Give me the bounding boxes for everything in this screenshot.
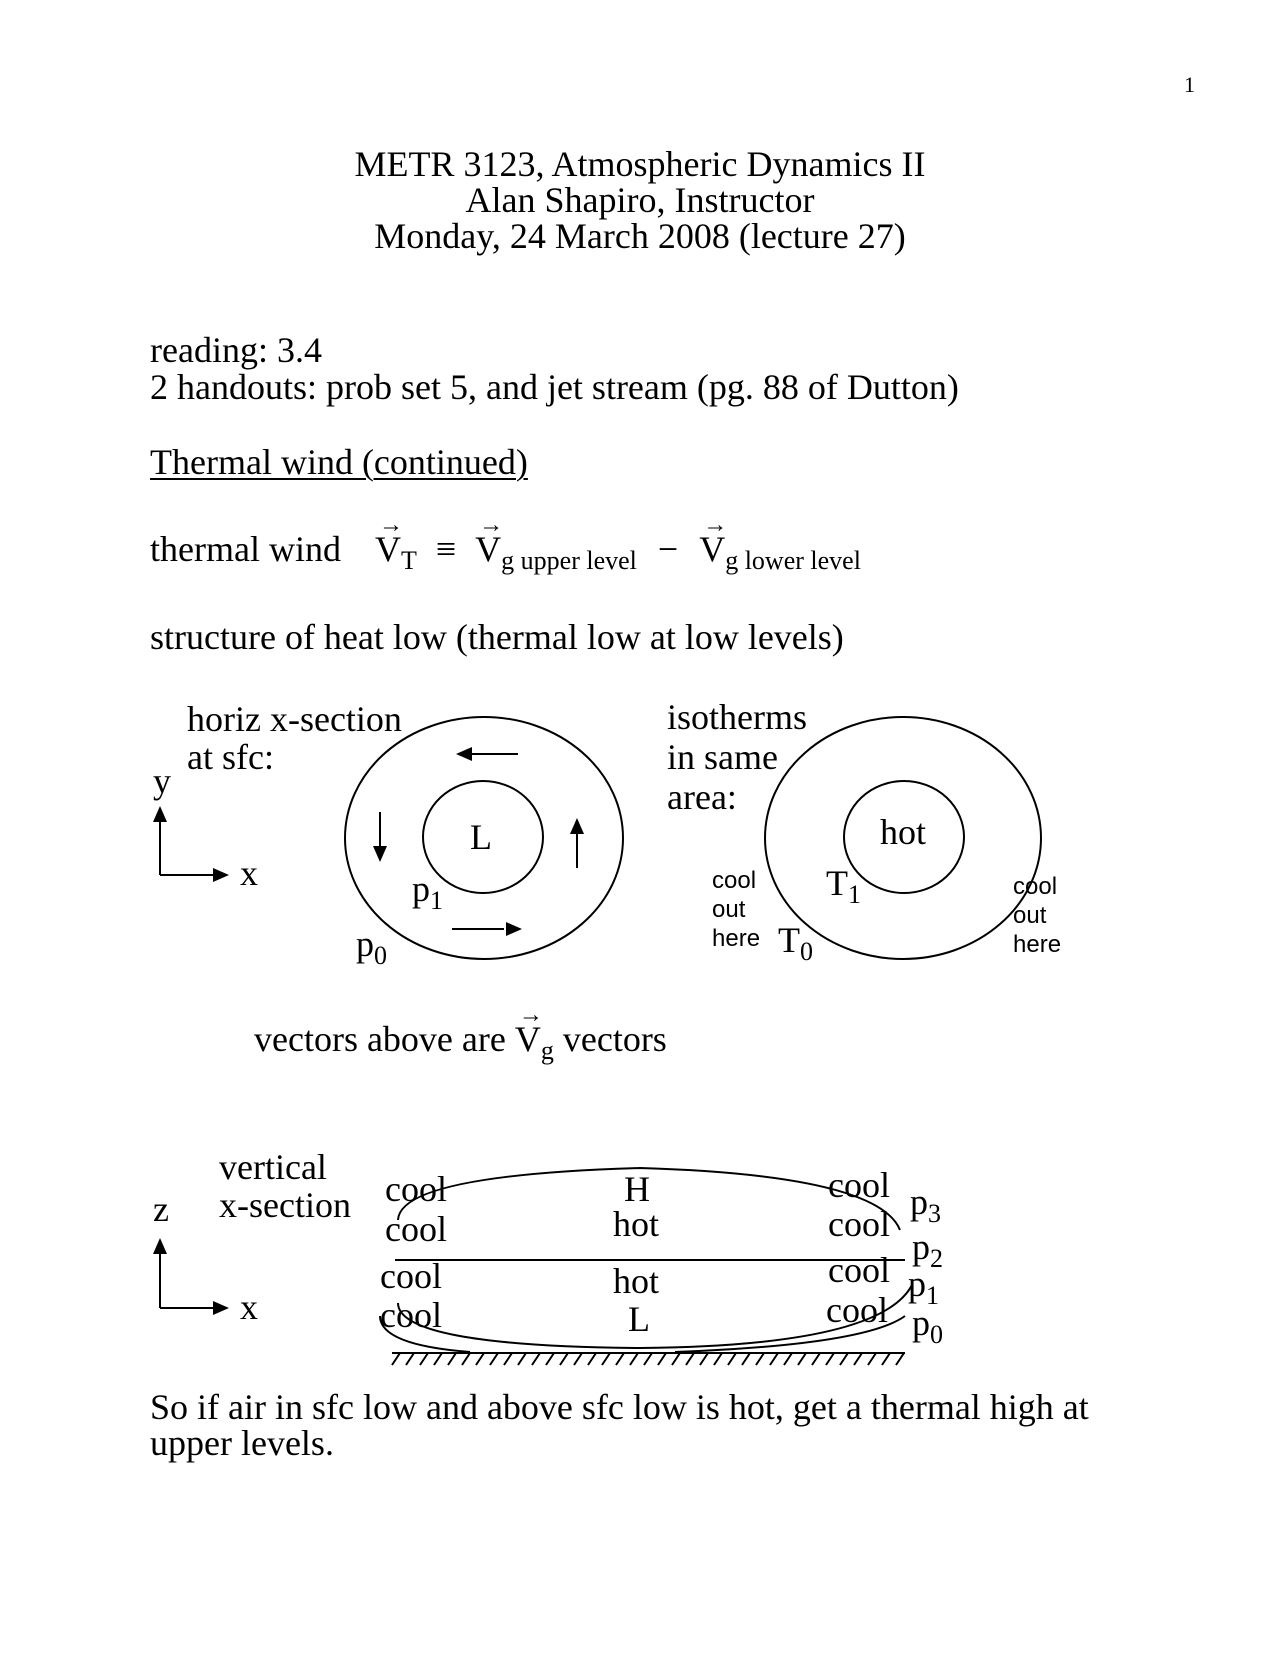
equiv-symbol: ≡ <box>435 529 457 569</box>
fig3-hot-upper: hot <box>613 1204 660 1244</box>
fig3-p0-label: $p_0$ <box>912 1303 943 1349</box>
vector-v-g-caption: → V <box>515 1020 541 1058</box>
arrow-bottom-head <box>506 922 522 936</box>
fig3-cool-left-2: cool <box>385 1209 447 1249</box>
fig1-low-label: L <box>470 817 492 857</box>
fig2-hot-label: hot <box>880 812 927 852</box>
fig3-cool-left-3: cool <box>380 1256 442 1296</box>
ground-hatching <box>392 1353 904 1365</box>
sub-t: T <box>400 546 417 575</box>
vector-v-t: → V <box>375 530 401 568</box>
fig3-axis-x: x <box>240 1287 258 1327</box>
arrow-right-head <box>570 818 584 834</box>
handouts-line: 2 handouts: prob set 5, and jet stream (pg. 88 of Dutton) <box>150 367 959 407</box>
fig1-label-line2: at sfc: <box>187 737 274 777</box>
x-axis-arrowhead-vert <box>213 1301 229 1315</box>
vector-v-g-lower: → V <box>699 530 725 568</box>
arrow-left-head <box>373 846 387 862</box>
fig3-p2-label: $p_2$ <box>912 1227 943 1273</box>
y-axis-arrowhead <box>153 806 167 822</box>
fig2-cool-right: cool out here <box>1013 873 1062 958</box>
fig3-label-line2: x-section <box>219 1185 351 1225</box>
section-title: Thermal wind (continued) <box>150 442 528 482</box>
thermal-wind-label: thermal wind <box>150 529 341 569</box>
arrow-top-head <box>456 747 472 761</box>
fig3-p1-label: $p_1$ <box>908 1264 939 1310</box>
sub-g-lower-level: g lower level <box>725 546 861 575</box>
fig3-H-label: H <box>624 1169 650 1209</box>
fig1-axis-y: y <box>153 761 171 801</box>
fig3-cool-left-1: cool <box>385 1169 447 1209</box>
vector-v-g-upper: → V <box>475 530 501 568</box>
fig2-label-line1: isotherms <box>667 697 807 737</box>
fig3-L-label: L <box>628 1299 650 1339</box>
fig3-axis-z: z <box>153 1189 169 1229</box>
fig3-hot-lower: hot <box>613 1261 660 1301</box>
sub-g-upper-level: g upper level <box>501 546 637 575</box>
fig2-label-line2: in same <box>667 737 778 777</box>
fig1-axis-x: x <box>240 853 258 893</box>
fig3-cool-right-3: cool <box>828 1250 890 1290</box>
fig2-label-line3: area: <box>667 777 737 817</box>
fig3-cool-right-4: cool <box>826 1290 888 1330</box>
fig1-p1-label: $p_1$ <box>412 869 443 915</box>
heat-low-intro: structure of heat low (thermal low at low levels) <box>150 617 844 657</box>
instructor-line: Alan Shapiro, Instructor <box>465 180 815 220</box>
page-number: 1 <box>1184 72 1195 97</box>
minus-symbol: − <box>657 529 679 569</box>
fig1-label-line1: horiz x-section <box>187 699 402 739</box>
conclusion-line2: upper levels. <box>150 1423 334 1463</box>
x-axis-arrowhead <box>213 868 229 882</box>
fig3-cool-right-2: cool <box>828 1204 890 1244</box>
fig3-p3-label: $p_3$ <box>910 1182 941 1228</box>
fig3-label-line1: vertical <box>219 1147 327 1187</box>
fig2-t0-label: $T_0$ <box>778 920 813 966</box>
vectors-caption: vectors above are → $V_g$ vectors <box>254 1020 667 1058</box>
conclusion-line1: So if air in sfc low and above sfc low is hot, get a thermal high at <box>150 1387 1089 1427</box>
fig3-cool-left-4: cool <box>380 1295 442 1335</box>
reading-line: reading: 3.4 <box>150 330 322 370</box>
fig1-p0-label: $p_0$ <box>356 924 387 970</box>
fig2-t1-label: $T_1$ <box>826 863 861 909</box>
lecture-date: Monday, 24 March 2008 (lecture 27) <box>374 216 906 256</box>
fig3-cool-right-1: cool <box>828 1165 890 1205</box>
z-axis-arrowhead <box>153 1238 167 1254</box>
fig2-cool-left: cool out here <box>712 867 761 952</box>
course-title: METR 3123, Atmospheric Dynamics II <box>354 144 926 184</box>
